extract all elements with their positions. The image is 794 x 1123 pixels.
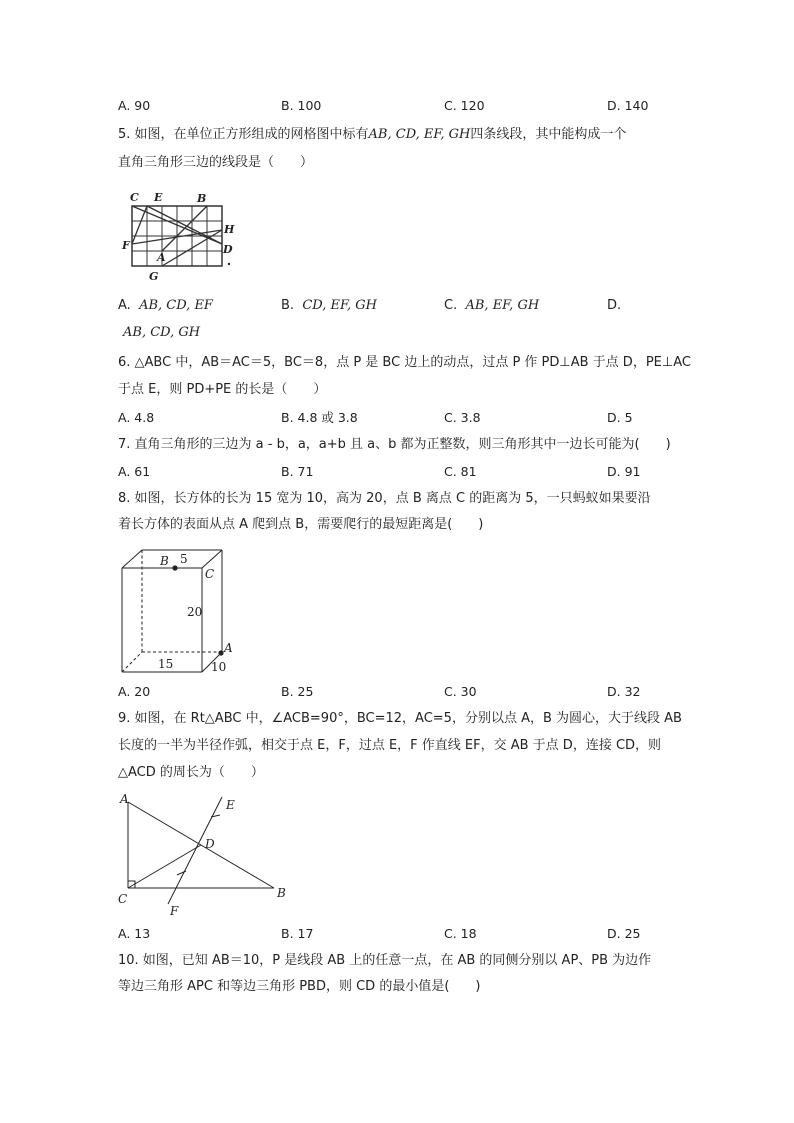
q5-label-h: H <box>224 223 235 236</box>
q5-label-c: C <box>130 191 139 204</box>
q5-stem-prefix: 5. 如图，在单位正方形组成的网格图中标有 <box>118 127 369 142</box>
q7-option-d: D. 91 <box>607 464 641 479</box>
q8-option-d: D. 32 <box>607 684 641 699</box>
q8-stem-line2: 着长方体的表面从点 A 爬到点 B，需要爬行的最短距离是( ) <box>118 517 484 532</box>
q4-option-b: B. 100 <box>281 98 322 113</box>
q9-label-a: A <box>120 792 129 806</box>
q5-option-b: B. CD, EF, GH <box>281 298 377 313</box>
q8-option-a: A. 20 <box>118 684 151 699</box>
q9-stem-line2: 长度的一半为半径作弧，相交于点 E，F，过点 E，F 作直线 EF，交 AB 于点 D，连接 CD，则 <box>118 738 662 753</box>
q8-label-10: 10 <box>211 660 227 674</box>
q9-label-b: B <box>277 886 286 900</box>
q9-option-c: C. 18 <box>444 926 477 941</box>
q8-option-b: B. 25 <box>281 684 314 699</box>
q4-option-a: A. 90 <box>118 98 151 113</box>
q5-label-d: D <box>223 243 233 256</box>
q6-option-c: C. 3.8 <box>444 410 481 425</box>
q8-label-5: 5 <box>180 552 188 566</box>
q8-option-c: C. 30 <box>444 684 477 699</box>
q9-stem-line1: 9. 如图，在 Rt△ABC 中，∠ACB=90°，BC=12，AC=5，分别以点 A，B 为圆心，大于线段 AB <box>118 711 682 726</box>
q5-stem-line1 <box>118 126 626 144</box>
q9-label-d: D <box>205 837 215 851</box>
q6-stem-line2: 于点 E，则 PD+PE 的长是（ ） <box>118 382 327 397</box>
q10-stem-line1: 10. 如图，已知 AB＝10，P 是线段 AB 上的任意一点，在 AB 的同侧分别以 AP、PB 为边作 <box>118 953 652 968</box>
q9-option-b: B. 17 <box>281 926 314 941</box>
q6-option-b: B. 4.8 或 3.8 <box>281 410 358 425</box>
q7-option-b: B. 71 <box>281 464 314 479</box>
q8-label-b: B <box>160 554 169 568</box>
q4-option-d: D. 140 <box>607 98 649 113</box>
q6-option-d: D. 5 <box>607 410 633 425</box>
q5-label-f: F <box>122 239 130 252</box>
q8-cuboid-figure <box>118 546 248 676</box>
q5-option-a: A. AB, CD, EF <box>118 298 213 313</box>
q4-option-c: C. 120 <box>444 98 485 113</box>
q5-label-g: G <box>149 270 159 283</box>
q9-stem-line3: △ACD 的周长为（ ） <box>118 765 264 780</box>
q9-option-d: D. 25 <box>607 926 641 941</box>
q9-label-e: E <box>226 798 235 812</box>
q6-option-a: A. 4.8 <box>118 410 155 425</box>
q9-option-a: A. 13 <box>118 926 151 941</box>
q9-label-f: F <box>170 904 179 918</box>
q5-option-d-letter: D. <box>607 298 622 313</box>
q7-stem-line1: 7. 直角三角形的三边为 a - b，a，a+b 且 a、b 都为正整数，则三角形其中一边长可能为( ) <box>118 437 671 452</box>
q5-option-c: C. AB, EF, GH <box>444 298 540 313</box>
q5-label-b: B <box>197 192 207 205</box>
q5-stem-line2: 直角三角形三边的线段是（ ） <box>118 155 314 170</box>
q5-label-a: A <box>157 251 166 264</box>
q5-stem-suffix: 四条线段，其中能构成一个 <box>470 127 627 142</box>
q8-label-a: A <box>224 641 233 655</box>
q9-triangle-figure <box>116 790 296 920</box>
q8-label-15: 15 <box>158 657 174 671</box>
q5-grid-figure <box>120 186 240 291</box>
q7-option-c: C. 81 <box>444 464 477 479</box>
q8-label-c: C <box>205 567 215 581</box>
q8-stem-line1: 8. 如图，长方体的长为 15 宽为 10，高为 20，点 B 离点 C 的距离为 5，一只蚂蚁如果要沿 <box>118 491 651 506</box>
q8-label-20: 20 <box>187 605 203 619</box>
q5-stem-math: AB, CD, EF, GH <box>368 127 471 142</box>
q7-option-a: A. 61 <box>118 464 151 479</box>
q10-stem-line2: 等边三角形 APC 和等边三角形 PBD，则 CD 的最小值是( ) <box>118 979 481 994</box>
q5-option-d-text: AB, CD, GH <box>123 325 201 340</box>
q5-label-e: E <box>154 191 163 204</box>
q9-label-c: C <box>118 892 128 906</box>
q6-stem-line1: 6. △ABC 中，AB＝AC＝5，BC＝8，点 P 是 BC 边上的动点，过点 P 作 PD⊥AB 于点 D，PE⊥AC <box>118 355 691 370</box>
